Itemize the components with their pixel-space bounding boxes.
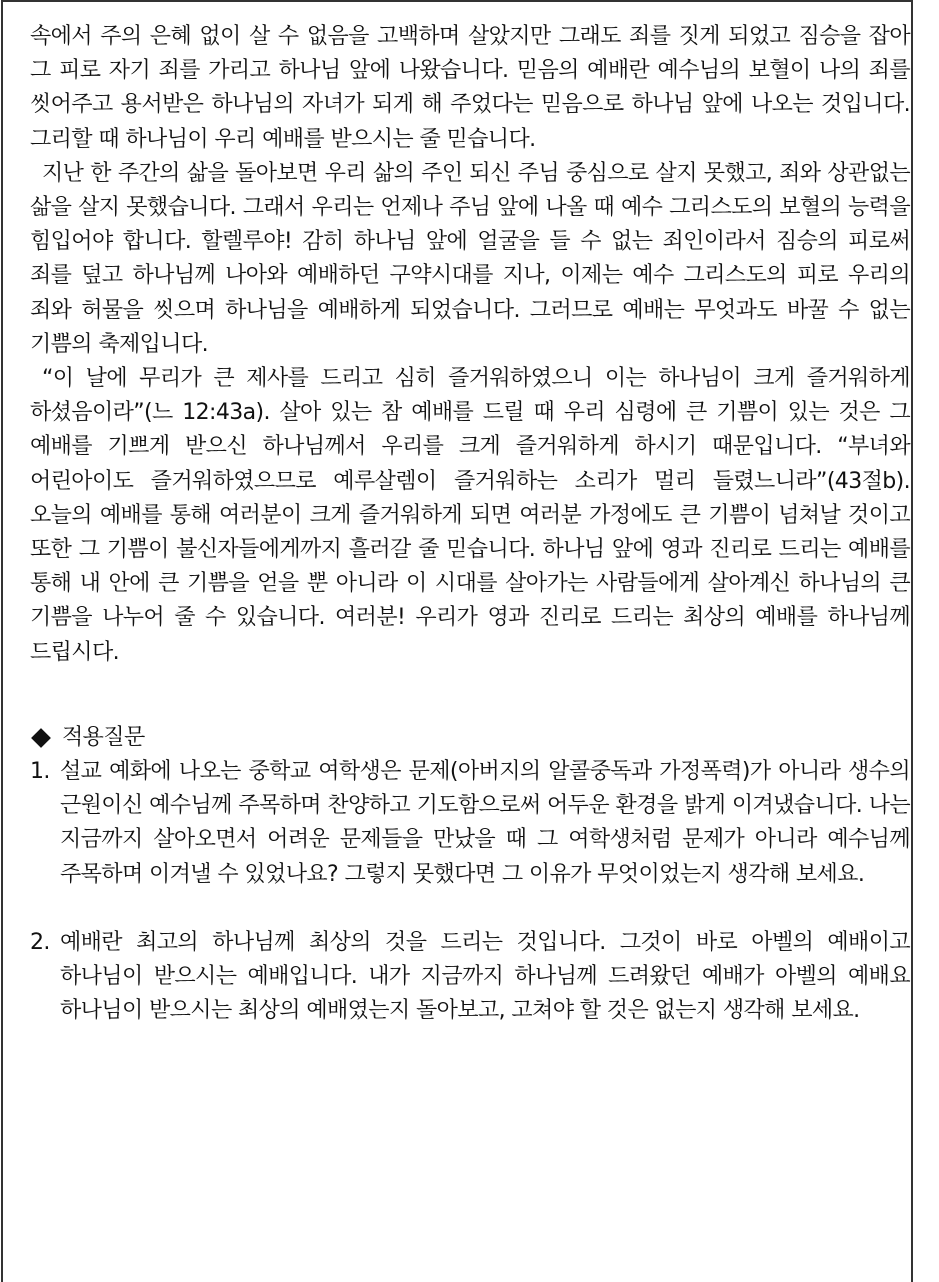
- body-paragraph: 지난 한 주간의 삶을 돌아보면 우리 삶의 주인 되신 주님 중심으로 살지 못했고, 죄와 상관없는 삶을 살지 못했습니다. 그래서 우리는 언제나 주님 앞에 나올 때 예수 그리스도의 보혈의 능력을 힘입어야 합니다. 할렐루야! 감히 하나님 앞에 얼굴을 들 수 없는 죄인이라서 짐승의 피로써 죄를 덮고 하나님께 나아와 예배하던 구약시대를 지나, 이제는 예수 그리스도의 피로 우리의 죄와 허물을 씻으며 하나님을 예배하게 되었습니다. 그러므로 예배는 무엇과도 바꿀 수 없는 기쁨의 축제입니다.: [30, 160, 910, 357]
- document-body: [30, 20, 910, 1028]
- body-paragraph: 속에서 주의 은혜 없이 살 수 없음을 고백하며 살았지만 그래도 죄를 짓게 되었고 짐승을 잡아 그 피로 자기 죄를 가리고 하나님 앞에 나왔습니다. 믿음의 예배란 예수님의 보혈이 나의 죄를 씻어주고 용서받은 하나님의 자녀가 되게 해 주었다는 믿음으로 하나님 앞에 나오는 것입니다. 그리할 때 하나님이 우리 예배를 받으시는 줄 믿습니다.: [30, 24, 910, 152]
- list-item: [30, 755, 910, 892]
- list-item: [30, 926, 910, 1029]
- question-text: 예배란 최고의 하나님께 최상의 것을 드리는 것입니다. 그것이 바로 아벨의 예배이고 하나님이 받으시는 예배입니다. 내가 지금까지 하나님께 드려왔던 예배가 아벨의 예배요 하나님이 받으시는 최상의 예배였는지 돌아보고, 고쳐야 할 것은 없는지 생각해 보세요.: [60, 929, 910, 1024]
- body-paragraph: “이 날에 무리가 큰 제사를 드리고 심히 즐거워하였으니 이는 하나님이 크게 즐거워하게 하셨음이라”(느 12:43a). 살아 있는 참 예배를 드릴 때 우리 심령에 큰 기쁨이 있는 것은 그 예배를 기쁘게 받으신 하나님께서 우리를 크게 즐거워하게 하시기 때문입니다. “부녀와 어린아이도 즐거워하였으므로 예루살렘이 즐거워하는 소리가 멀리 들렸느니라”(43절b). 오늘의 예배를 통해 여러분이 크게 즐거워하게 되면 여러분 가정에도 큰 기쁨이 넘쳐날 것이고 또한 그 기쁨이 불신자들에게까지 흘러갈 줄 믿습니다. 하나님 앞에 영과 진리로 드리는 예배를 통해 내 안에 큰 기쁨을 얻을 뿐 아니라 이 시대를 살아가는 사람들에게 살아계신 하나님의 큰 기쁨을 나누어 줄 수 있습니다. 여러분! 우리가 영과 진리로 드리는 최상의 예배를 하나님께 드립시다.: [30, 366, 910, 665]
- section-header: [30, 721, 910, 755]
- question-list: [30, 755, 910, 1028]
- section-title: 적용질문: [62, 724, 145, 750]
- question-text: 설교 예화에 나오는 중학교 여학생은 문제(아버지의 알콜중독과 가정폭력)가 아니라 생수의 근원이신 예수님께 주목하며 찬양하고 기도함으로써 어두운 환경을 밝게 이겨냈습니다. 나는 지금까지 살아오면서 어려운 문제들을 만났을 때 그 여학생처럼 문제가 아니라 예수님께 주목하며 이겨낼 수 있었나요? 그렇지 못했다면 그 이유가 무엇이었는지 생각해 보세요.: [60, 759, 910, 887]
- diamond-bullet-icon: [31, 728, 51, 748]
- question-number: 1.: [30, 759, 50, 785]
- question-number: 2.: [30, 929, 50, 955]
